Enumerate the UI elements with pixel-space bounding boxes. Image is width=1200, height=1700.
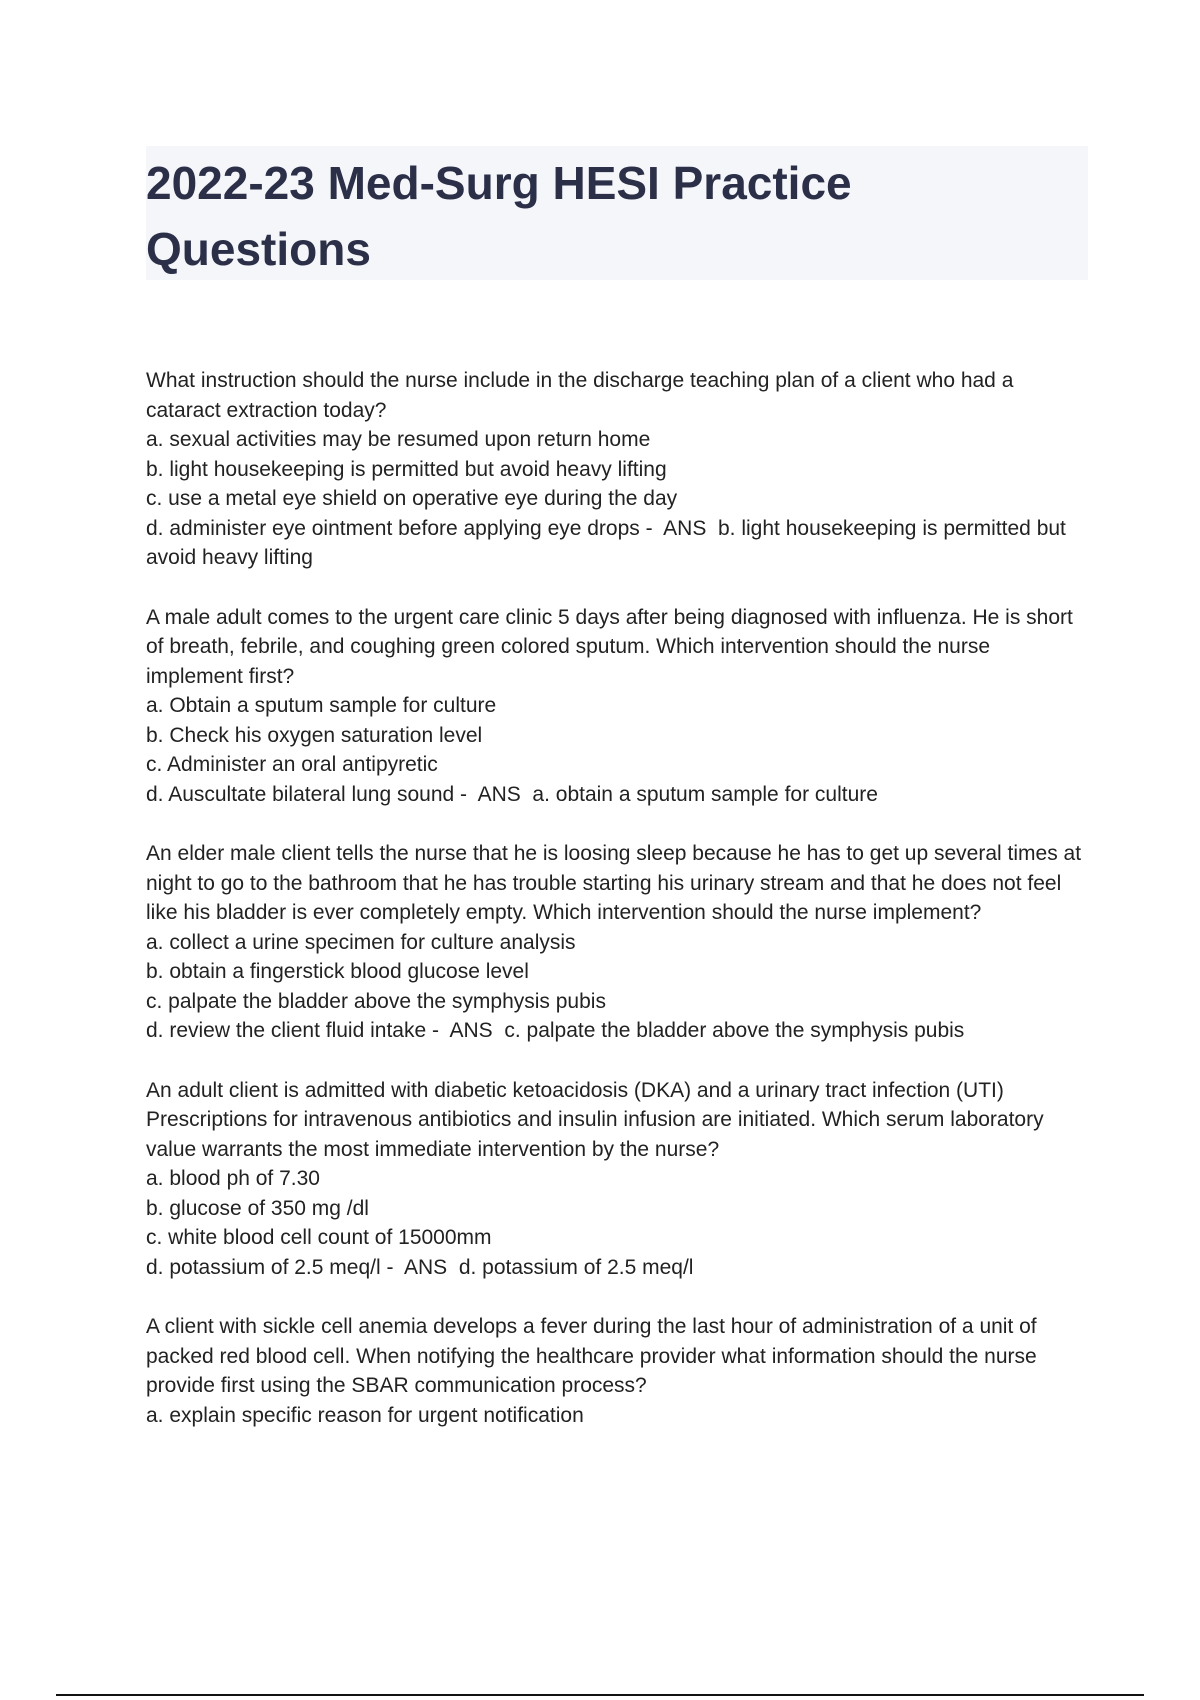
footer-divider	[56, 1694, 1144, 1696]
answer-option: b. Check his oxygen saturation level	[146, 723, 483, 747]
answer-key-label: ANS	[403, 1255, 448, 1279]
question-stem: An adult client is admitted with diabetic ketoacidosis (DKA) and a urinary tract infection (UTI) Prescriptions for intravenous antibiotics and insulin infusion are initiated. Which serum laboratory value warrants the most immediate intervention by the nurse?	[146, 1078, 1044, 1161]
answer-option: a. collect a urine specimen for culture analysis	[146, 930, 576, 954]
answer-option: b. glucose of 350 mg /dl	[146, 1196, 369, 1220]
answer-option-with-key: d. potassium of 2.5 meq/l - ANS d. potassium of 2.5 meq/l	[146, 1255, 694, 1279]
answer-option: a. explain specific reason for urgent notification	[146, 1403, 584, 1427]
answer-option-with-key: d. Auscultate bilateral lung sound - ANS a. obtain a sputum sample for culture	[146, 782, 878, 806]
answer-option: d. administer eye ointment before applying eye drops	[146, 516, 640, 540]
answer-option: c. palpate the bladder above the symphysis pubis	[146, 989, 606, 1013]
answer-option: b. light housekeeping is permitted but avoid heavy lifting	[146, 457, 667, 481]
correct-answer: c. palpate the bladder above the symphysis pubis	[504, 1019, 965, 1042]
question-item	[146, 839, 1092, 1046]
answer-option: c. use a metal eye shield on operative eye during the day	[146, 487, 678, 510]
question-stem: A client with sickle cell anemia develops a fever during the last hour of administration of a unit of packed red blood cell. When notifying the healthcare provider what information should the nurse provide first using the SBAR communication process?	[146, 1315, 1037, 1397]
question-item	[146, 1312, 1092, 1430]
question-item	[146, 366, 1092, 573]
answer-option: a. blood ph of 7.30	[146, 1167, 320, 1190]
answer-option: d. review the client fluid intake	[146, 1019, 427, 1042]
correct-answer: a. obtain a sputum sample for culture	[532, 782, 878, 806]
title-banner	[146, 146, 1088, 280]
answer-option: d. potassium of 2.5 meq/l	[146, 1255, 381, 1279]
answer-key-label: ANS	[477, 782, 521, 806]
question-item	[146, 1076, 1092, 1283]
answer-option: c. Administer an oral antipyretic	[146, 753, 438, 776]
answer-option: a. Obtain a sputum sample for culture	[146, 694, 497, 717]
answer-option: b. obtain a fingerstick blood glucose level	[146, 960, 529, 983]
correct-answer: d. potassium of 2.5 meq/l	[458, 1255, 694, 1279]
answer-option-with-key: d. administer eye ointment before applying eye drops - ANS b. light housekeeping is permitted but avoid heavy lifting	[146, 516, 1066, 569]
answer-option-with-key: d. review the client fluid intake - ANS c. palpate the bladder above the symphysis pubis	[146, 1019, 965, 1042]
document-title: 2022-23 Med-Surg HESI Practice Questions	[146, 157, 852, 275]
question-item	[146, 603, 1092, 810]
answer-option: d. Auscultate bilateral lung sound	[146, 782, 455, 806]
answer-option: a. sexual activities may be resumed upon return home	[146, 428, 651, 451]
question-stem: A male adult comes to the urgent care clinic 5 days after being diagnosed with influenza. He is short of breath, febrile, and coughing green colored sputum. Which intervention should the nurse implement first?	[146, 605, 1073, 688]
answer-option: c. white blood cell count of 15000mm	[146, 1226, 492, 1249]
answer-key-label: ANS	[449, 1019, 493, 1042]
question-stem: An elder male client tells the nurse that he is loosing sleep because he has to get up several times at night to go to the bathroom that he has trouble starting his urinary stream and that he does not feel like his bladder is ever completely empty. Which intervention should the nurse implement?	[146, 842, 1082, 924]
question-stem: What instruction should the nurse include in the discharge teaching plan of a client who had a cataract extraction today?	[146, 369, 1014, 422]
answer-key-label: ANS	[663, 516, 707, 540]
question-list	[146, 366, 1092, 1460]
correct-answer: b. light housekeeping is permitted but avoid heavy lifting	[146, 516, 1066, 569]
